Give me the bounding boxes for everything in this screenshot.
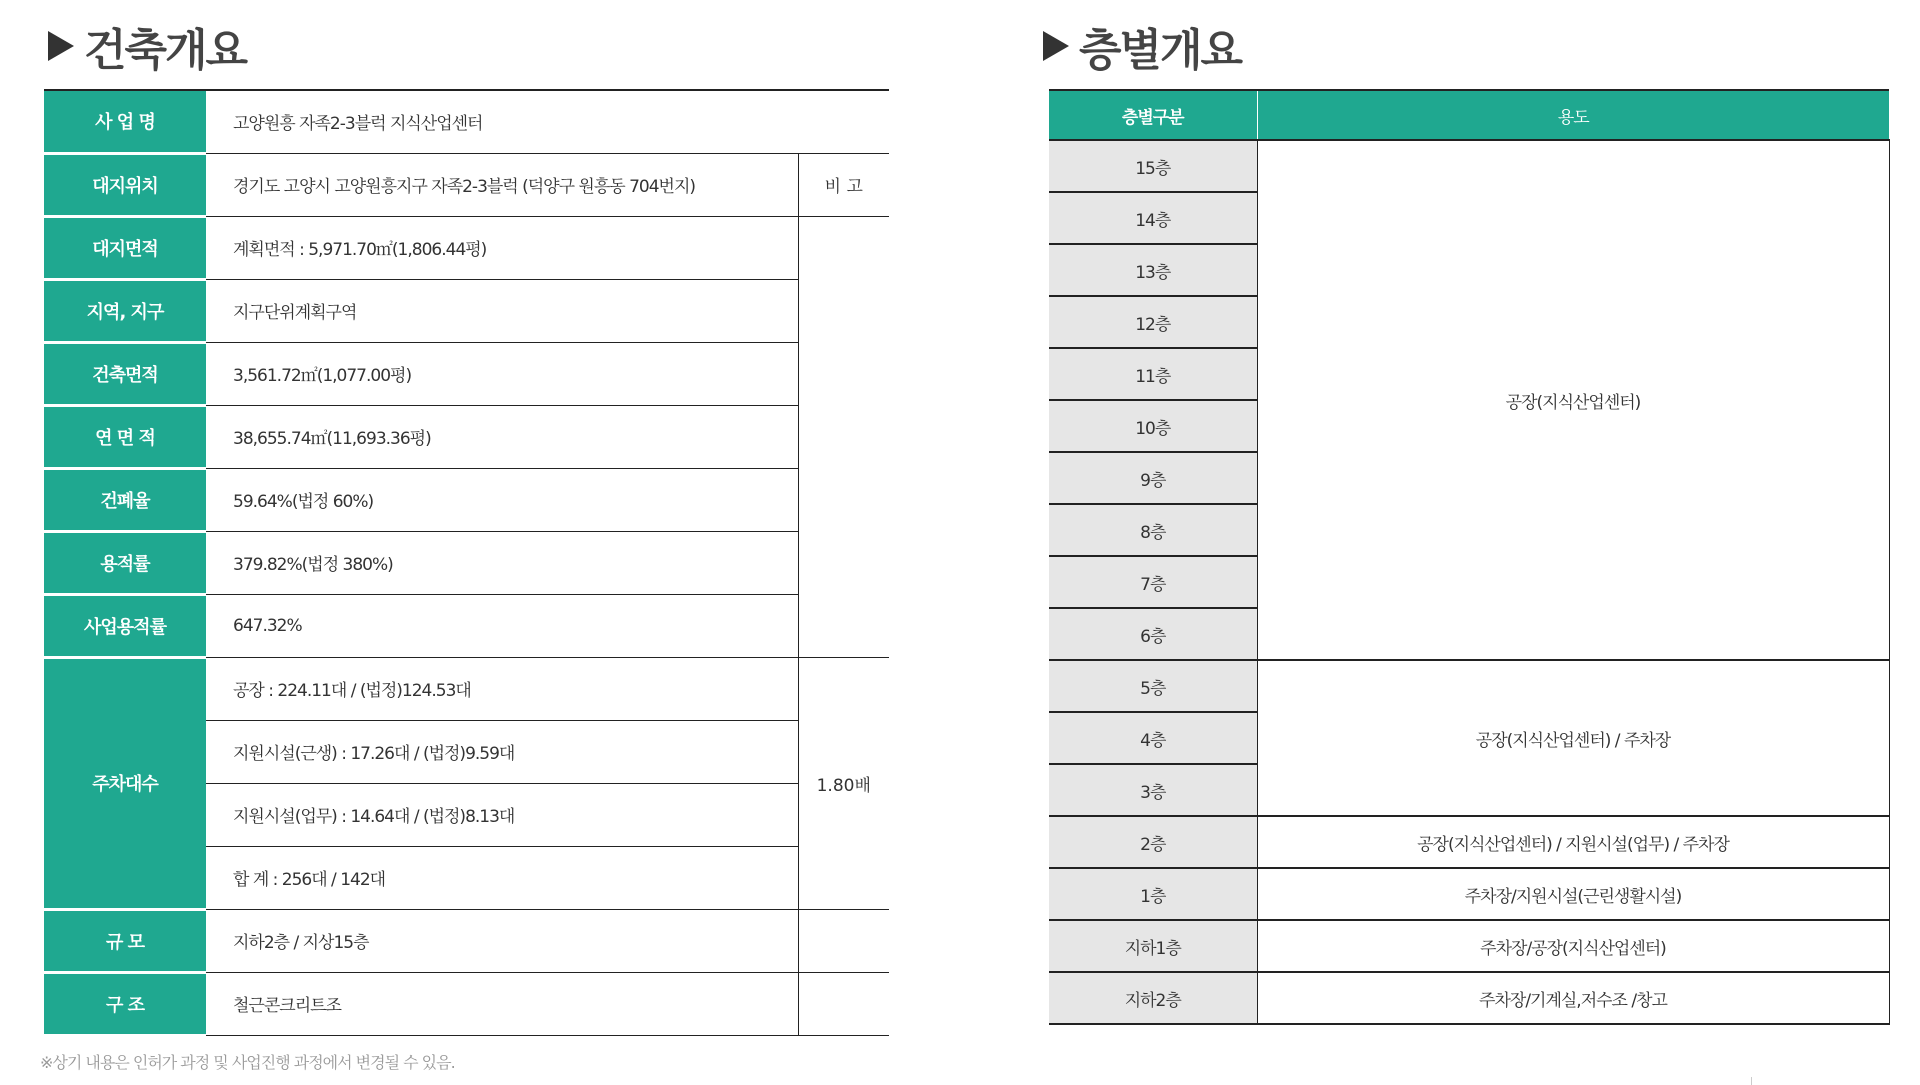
footnote: ※상기 내용은 인허가 과정 및 사업진행 과정에서 변경될 수 있음. <box>40 1053 455 1072</box>
section-title-floor-overview <box>1043 14 1241 78</box>
floor-use: 공장(지식산업센터) / 주차장 <box>1257 660 1889 816</box>
table-row <box>1049 920 1889 972</box>
table-row <box>44 342 889 405</box>
table-row <box>44 594 889 657</box>
table-row <box>1049 140 1889 192</box>
floor-label: 13층 <box>1049 244 1257 296</box>
row-label: 사업용적률 <box>44 594 206 657</box>
row-label: 대지면적 <box>44 216 206 279</box>
floor-label: 14층 <box>1049 192 1257 244</box>
row-label: 용적률 <box>44 531 206 594</box>
floor-label: 9층 <box>1049 452 1257 504</box>
floor-label: 11층 <box>1049 348 1257 400</box>
floor-overview-table <box>1049 89 1890 1025</box>
floor-use: 주차장/기계실,저수조 /창고 <box>1257 972 1889 1024</box>
row-value: 지하2층 / 지상15층 <box>206 909 798 972</box>
table-row <box>44 153 889 216</box>
table-row <box>44 972 889 1035</box>
parking-item: 지원시설(업무) : 14.64대 / (법정)8.13대 <box>206 783 798 846</box>
building-overview-table <box>44 89 889 1037</box>
table-row <box>44 90 889 153</box>
floor-label: 지하2층 <box>1049 972 1257 1024</box>
play-arrow-icon <box>48 31 74 61</box>
remarks-cell <box>798 909 889 972</box>
table-row <box>44 279 889 342</box>
row-label: 지역, 지구 <box>44 279 206 342</box>
floor-label: 12층 <box>1049 296 1257 348</box>
table-row <box>1049 660 1889 712</box>
table-row <box>44 531 889 594</box>
table-row <box>1049 868 1889 920</box>
section-title-text: 층별개요 <box>1079 25 1242 76</box>
floor-use: 주차장/공장(지식산업센터) <box>1257 920 1889 972</box>
floor-label: 8층 <box>1049 504 1257 556</box>
table-row <box>44 468 889 531</box>
row-label: 규 모 <box>44 909 206 972</box>
row-value: 고양원흥 자족2-3블럭 지식산업센터 <box>206 90 889 153</box>
play-arrow-icon <box>1043 31 1069 61</box>
row-label: 구 조 <box>44 972 206 1035</box>
remarks-cell <box>798 216 889 657</box>
table-row <box>44 657 889 720</box>
remarks-cell <box>798 972 889 1035</box>
floor-label: 10층 <box>1049 400 1257 452</box>
floor-label: 6층 <box>1049 608 1257 660</box>
section-title-building-overview <box>48 14 246 78</box>
row-label: 건축면적 <box>44 342 206 405</box>
table-row <box>44 216 889 279</box>
row-value: 647.32% <box>206 594 798 657</box>
floor-label: 15층 <box>1049 140 1257 192</box>
row-value: 3,561.72㎡(1,077.00평) <box>206 342 798 405</box>
table-row <box>44 909 889 972</box>
divider <box>1751 1077 1752 1085</box>
row-label: 연 면 적 <box>44 405 206 468</box>
table-row <box>1049 972 1889 1024</box>
floor-label: 4층 <box>1049 712 1257 764</box>
floor-label: 3층 <box>1049 764 1257 816</box>
row-value: 경기도 고양시 고양원흥지구 자족2-3블럭 (덕양구 원흥동 704번지) <box>206 153 798 216</box>
floor-label: 1층 <box>1049 868 1257 920</box>
floor-label: 2층 <box>1049 816 1257 868</box>
row-value: 59.64%(법정 60%) <box>206 468 798 531</box>
parking-item: 지원시설(근생) : 17.26대 / (법정)9.59대 <box>206 720 798 783</box>
floor-label: 7층 <box>1049 556 1257 608</box>
row-value: 379.82%(법정 380%) <box>206 531 798 594</box>
row-value: 38,655.74㎡(11,693.36평) <box>206 405 798 468</box>
parking-label: 주차대수 <box>44 657 206 909</box>
parking-item: 합 계 : 256대 / 142대 <box>206 846 798 909</box>
row-label: 건폐율 <box>44 468 206 531</box>
row-label: 대지위치 <box>44 153 206 216</box>
remarks-header: 비 고 <box>798 153 889 216</box>
parking-item: 공장 : 224.11대 / (법정)124.53대 <box>206 657 798 720</box>
floor-use: 공장(지식산업센터) <box>1257 140 1889 660</box>
header-use: 용도 <box>1257 90 1889 140</box>
floor-label: 5층 <box>1049 660 1257 712</box>
header-floor: 층별구분 <box>1049 90 1257 140</box>
floor-use: 공장(지식산업센터) / 지원시설(업무) / 주차장 <box>1257 816 1889 868</box>
row-label: 사 업 명 <box>44 90 206 153</box>
parking-ratio-note: 1.80배 <box>798 657 889 909</box>
table-row <box>44 405 889 468</box>
row-value: 지구단위계획구역 <box>206 279 798 342</box>
section-title-text: 건축개요 <box>84 25 247 76</box>
row-value: 계획면적 : 5,971.70㎡(1,806.44평) <box>206 216 798 279</box>
row-value: 철근콘크리트조 <box>206 972 798 1035</box>
floor-use: 주차장/지원시설(근린생활시설) <box>1257 868 1889 920</box>
table-row <box>1049 816 1889 868</box>
floor-label: 지하1층 <box>1049 920 1257 972</box>
table-header-row <box>1049 90 1889 140</box>
